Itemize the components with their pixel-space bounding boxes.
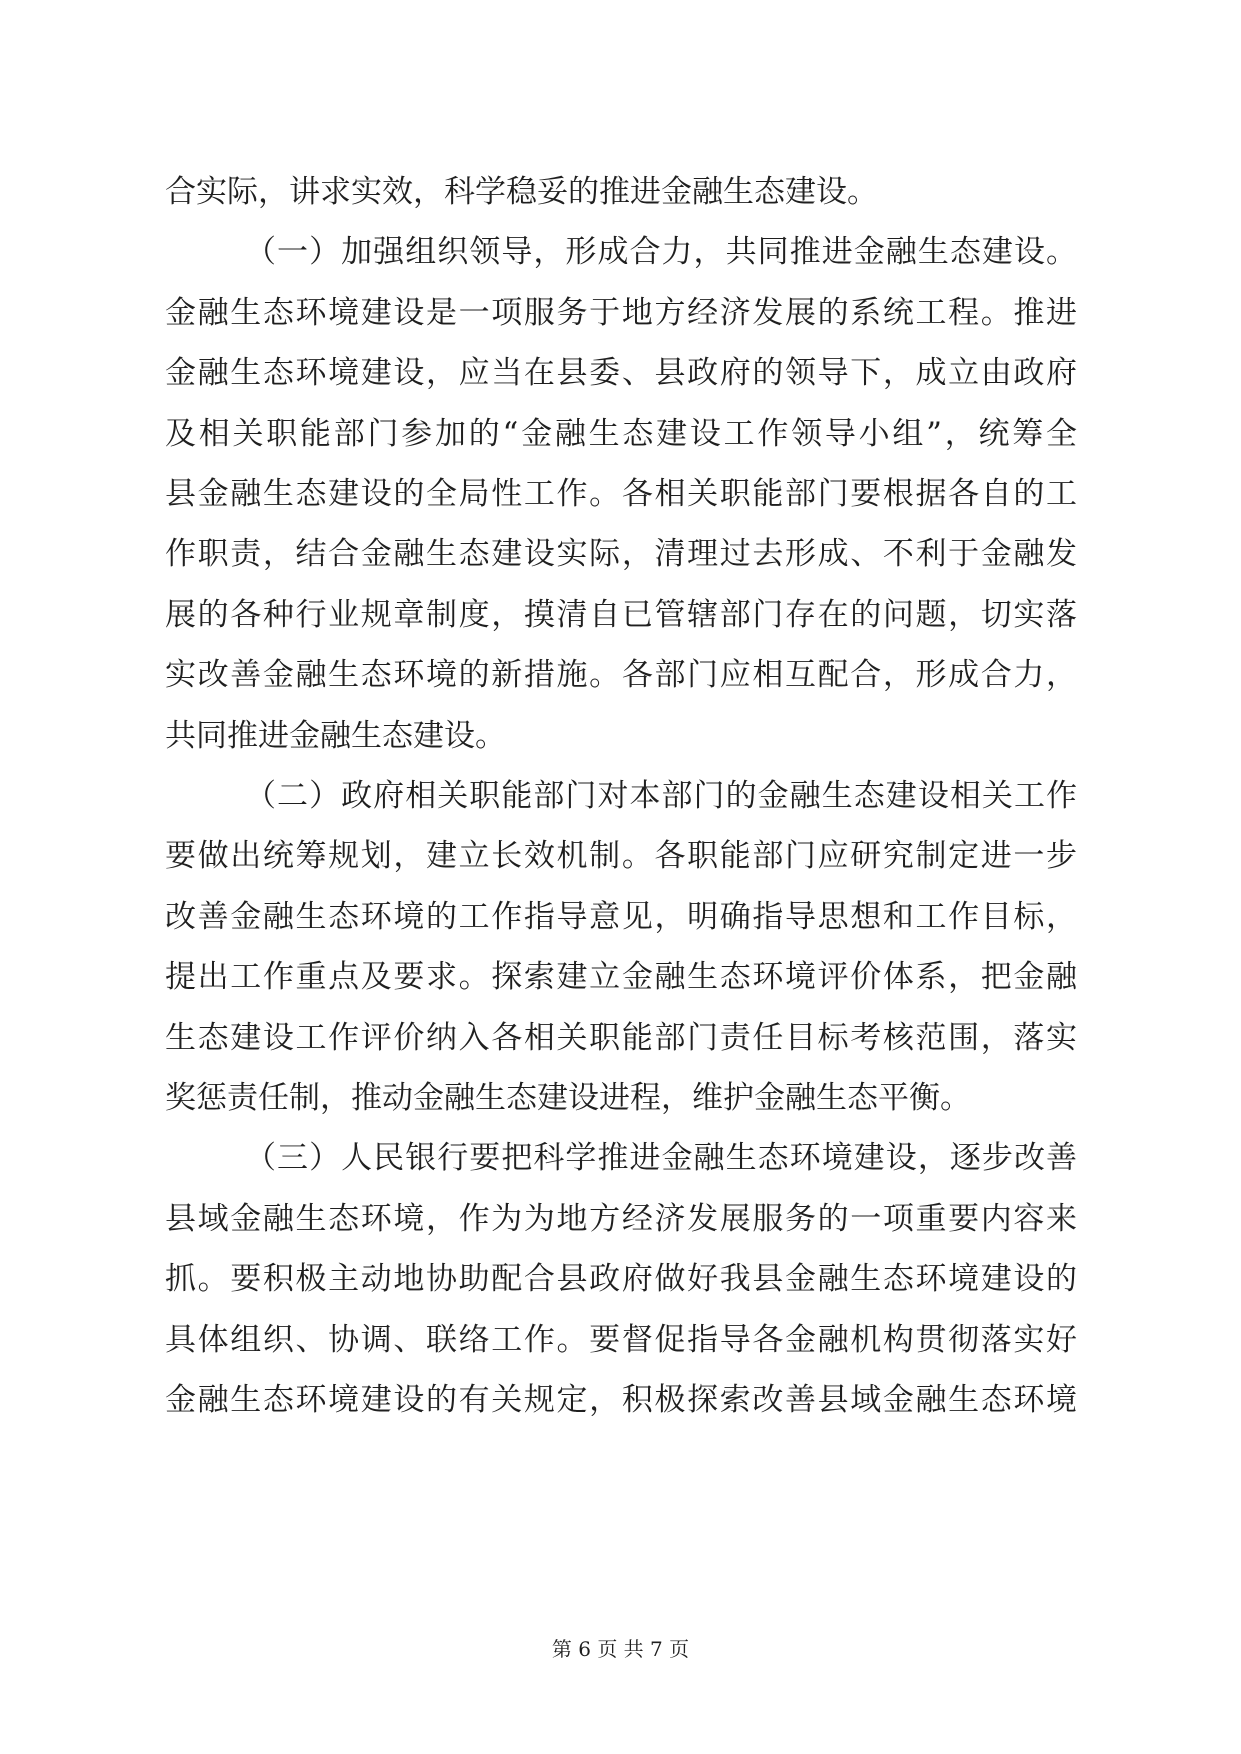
- text-line: 展的各种行业规章制度，摸清自已管辖部门存在的问题，切实落: [165, 596, 1077, 633]
- text-line: 县金融生态建设的全局性工作。各相关职能部门要根据各自的工: [165, 476, 1077, 512]
- paragraph-first-line: （二）政府相关职能部门对本部门的金融生态建设相关工作: [245, 778, 1077, 814]
- text-line: 共同推进金融生态建设。: [165, 717, 506, 754]
- text-line: 抓。要积极主动地协助配合县政府做好我县金融生态环境建设的: [165, 1261, 1077, 1298]
- text-line: 实改善金融生态环境的新措施。各部门应相互配合，形成合力，: [165, 657, 1077, 694]
- text-line: 及相关职能部门参加的“金融生态建设工作领导小组”，统筹全: [165, 415, 1077, 452]
- text-line: 改善金融生态环境的工作指导意见，明确指导思想和工作目标，: [165, 898, 1077, 935]
- page-footer: 第 6 页 共 7 页: [551, 1637, 690, 1661]
- text-line: 合实际，讲求实效，科学稳妥的推进金融生态建设。: [165, 174, 878, 210]
- paragraph-first-line: （三）人民银行要把科学推进金融生态环境建设，逐步改善: [245, 1140, 1077, 1177]
- paragraph-first-line: （一）加强组织领导，形成合力，共同推进金融生态建设。: [245, 234, 1077, 271]
- text-line: 县域金融生态环境，作为为地方经济发展服务的一项重要内容来: [165, 1200, 1077, 1237]
- text-line: 作职责，结合金融生态建设实际，清理过去形成、不利于金融发: [165, 536, 1077, 573]
- text-line: 金融生态环境建设的有关规定，积极探索改善县域金融生态环境: [165, 1382, 1077, 1418]
- text-line: 提出工作重点及要求。探索建立金融生态环境评价体系，把金融: [165, 959, 1077, 996]
- text-line: 具体组织、协调、联络工作。要督促指导各金融机构贯彻落实好: [165, 1321, 1077, 1358]
- text-line: 金融生态环境建设，应当在县委、县政府的领导下，成立由政府: [165, 355, 1077, 392]
- text-line: 要做出统筹规划，建立长效机制。各职能部门应研究制定进一步: [165, 838, 1077, 875]
- text-line: 金融生态环境建设是一项服务于地方经济发展的系统工程。推进: [165, 294, 1077, 331]
- text-line: 奖惩责任制，推动金融生态建设进程，维护金融生态平衡。: [165, 1080, 971, 1116]
- text-line: 生态建设工作评价纳入各相关职能部门责任目标考核范围，落实: [165, 1019, 1077, 1056]
